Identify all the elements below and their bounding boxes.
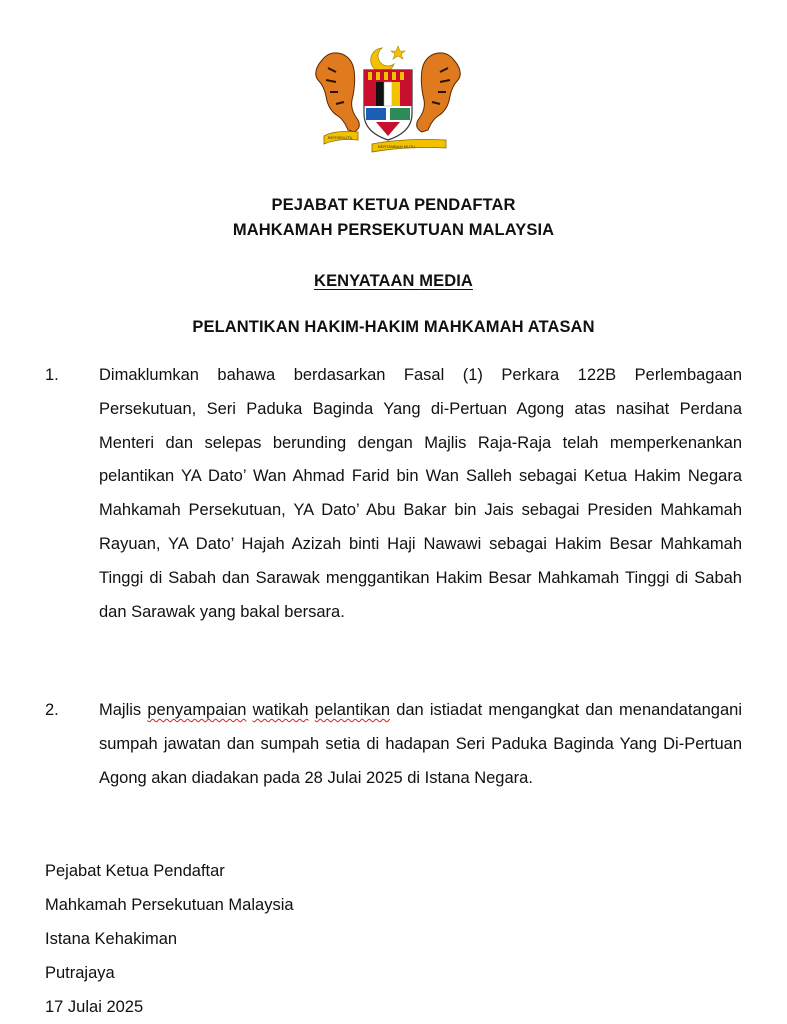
paragraph-number: 2. <box>45 701 59 719</box>
document-type-heading <box>0 272 787 291</box>
paragraph-text <box>99 694 742 795</box>
spellcheck-flagged-word: watikah <box>252 701 309 719</box>
coat-of-arms-emblem <box>312 40 464 158</box>
crest-motto-left: BERSEKUTU <box>328 135 353 140</box>
document-type-word-2: MEDIA <box>419 272 473 290</box>
signature-block <box>45 854 294 1024</box>
office-title: PEJABAT KETUA PENDAFTAR <box>271 196 516 214</box>
crest-motto-right: BERTAMBAH MUTU <box>378 144 416 149</box>
signature-city: Putrajaya <box>45 964 115 982</box>
spellcheck-flagged-word: penyampaian <box>147 701 247 719</box>
paragraph-text: Dimaklumkan bahawa berdasarkan Fasal (1) Perkara 122B Perlembagaan Persekutuan, Seri Paduka Baginda Yang di-Pertuan Agong atas nasihat Perdana Menteri dan selepas berunding dengan Majlis Raja-Raja telah memperkenankan pelantikan YA Dato’ Wan Ahmad Farid bin Wan Salleh sebagai Ketua Hakim Negara Mahkamah Persekutuan, YA Dato’ Abu Bakar bin Jais sebagai Presiden Mahkamah Rayuan, YA Dato’ Hajah Azizah binti Haji Nawawi sebagai Hakim Besar Mahkamah Tinggi di Sabah dan Sarawak menggantikan Hakim Besar Mahkamah Tinggi di Sabah dan Sarawak yang bakal bersara. <box>99 366 742 621</box>
court-title: MAHKAMAH PERSEKUTUAN MALAYSIA <box>232 221 555 239</box>
text-segment: Majlis <box>99 701 142 719</box>
spellcheck-flagged-word: pelantikan <box>314 701 390 719</box>
signature-building: Istana Kehakiman <box>45 930 178 948</box>
text-segment: dan istiadat mengangkat dan menandatangani sumpah jawatan dan sumpah setia di hadapan Seri Paduka Baginda Yang Di-Pertuan Agong akan diadakan pada 28 Julai 2025 di Istana Negara. <box>99 701 742 787</box>
signature-date: 17 Julai 2025 <box>45 998 144 1016</box>
subject-heading: PELANTIKAN HAKIM-HAKIM MAHKAMAH ATASAN <box>192 318 595 336</box>
signature-office: Pejabat Ketua Pendaftar <box>45 862 225 880</box>
paragraph-number: 1. <box>45 366 59 384</box>
document-type-word-1: KENYATAAN <box>314 272 415 290</box>
signature-court: Mahkamah Persekutuan Malaysia <box>45 896 294 914</box>
